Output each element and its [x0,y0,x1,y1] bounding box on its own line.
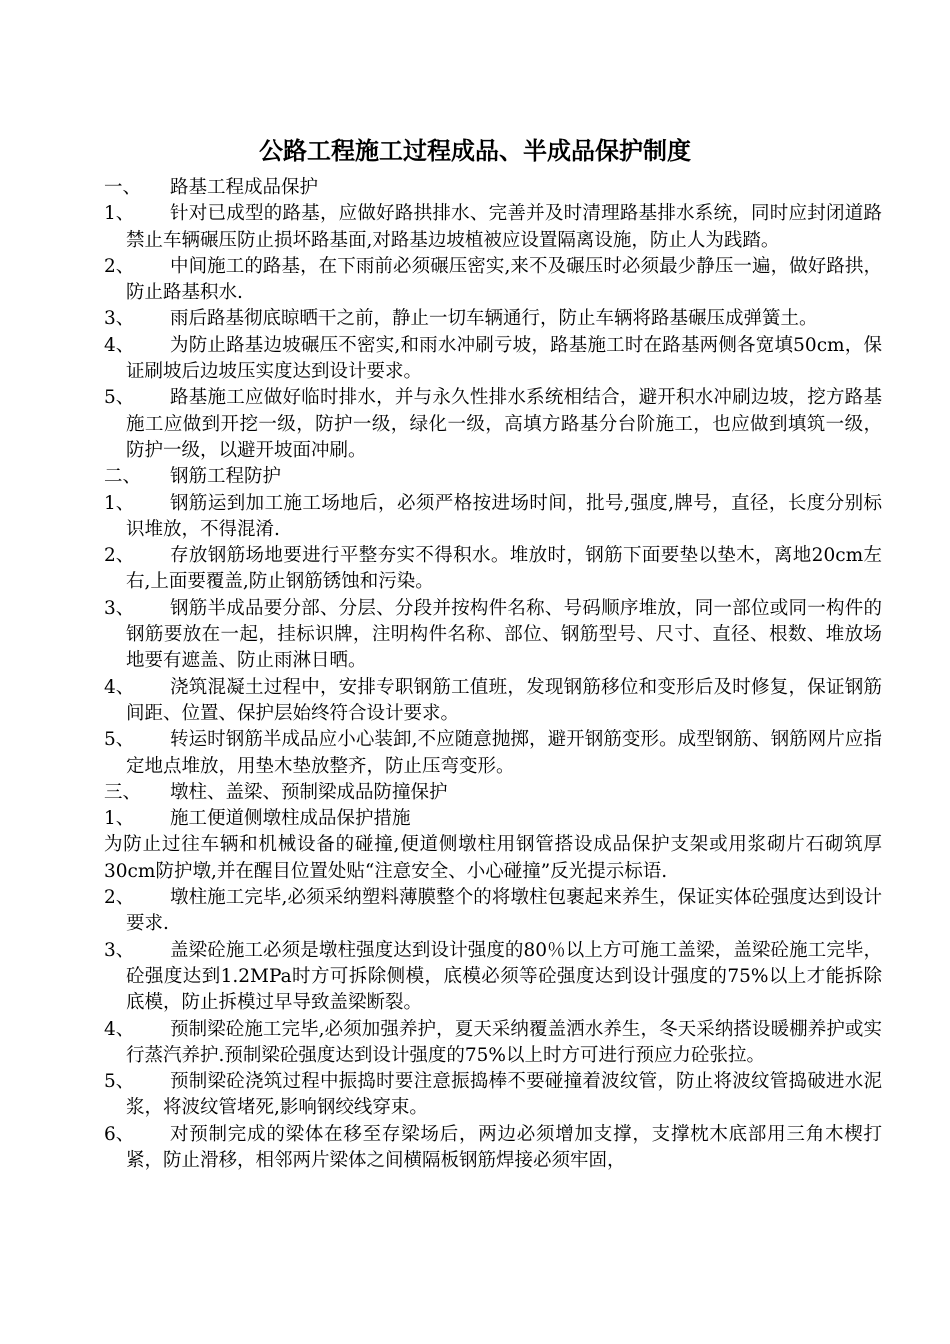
section-title: 钢筋工程防护 [170,466,282,488]
list-item [104,333,882,386]
document-body [104,175,882,1174]
section-heading [104,780,882,806]
section-number: 二、 [104,466,142,488]
item-number: 4、 [104,334,135,356]
list-item [104,727,882,780]
item-number: 1、 [104,808,135,830]
item-text: 对预制完成的梁体在移至存梁场后，两边必须增加支撑，支撑枕木底部用三角木楔打紧，防止滑移，相邻两片梁体之间横隔板钢筋焊接必须牢固， [126,1123,882,1171]
item-number: 5、 [104,387,135,409]
section-number: 三、 [104,781,142,803]
item-text: 钢筋半成品要分部、分层、分段并按构件名称、号码顺序堆放，同一部位或同一构件的钢筋要放在一起，挂标识牌，注明构件名称、部位、钢筋型号、尺寸、直径、根数、堆放场地要有遮盖、防止雨淋日晒。 [126,597,882,672]
item-number: 3、 [104,308,135,330]
list-item [104,543,882,596]
list-item [104,1017,882,1070]
item-text: 预制梁砼施工完毕,必须加强养护，夏天采纳覆盖洒水养生，冬天采纳搭设暖棚养护或实行蒸汽养护.预制梁砼强度达到设计强度的75%以上时方可进行预应力砼张拉。 [126,1018,882,1066]
list-item [104,201,882,254]
section-number: 一、 [104,177,142,198]
list-item [104,938,882,1017]
item-number: 3、 [104,939,135,961]
item-number: 4、 [104,1018,135,1040]
section-heading [104,175,882,201]
item-number: 4、 [104,676,135,698]
item-number: 1、 [104,492,135,514]
item-text: 雨后路基彻底晾晒干之前，静止一切车辆通行，防止车辆将路基碾压成弹簧土。 [170,308,818,330]
list-item [104,675,882,728]
list-item [104,1069,882,1122]
item-text: 为防止路基边坡碾压不密实,和雨水冲刷亏坡，路基施工时在路基两侧各宽填50cm，保证刷坡后边坡压实度达到设计要求。 [126,334,882,383]
item-number: 1、 [104,203,135,225]
paragraph: 为防止过往车辆和机械设备的碰撞,便道侧墩柱用钢管搭设成品保护支架或用浆砌片石砌筑厚30cm防护墩,并在醒目位置处贴“注意安全、小心碰撞”反光提示标语. [104,834,882,882]
item-text: 预制梁砼浇筑过程中振捣时要注意振捣棒不要碰撞着波纹管，防止将波纹管捣破进水泥浆，将波纹管堵死,影响钢绞线穿束。 [126,1071,882,1119]
item-text: 钢筋运到加工施工场地后，必须严格按进场时间，批号,强度,牌号，直径，长度分别标识堆放，不得混淆. [126,492,882,540]
list-item [104,1122,882,1175]
item-text: 施工便道侧墩柱成品保护措施 [170,808,411,830]
item-text: 转运时钢筋半成品应小心装卸,不应随意抛掷，避开钢筋变形。成型钢筋、钢筋网片应指定地点堆放，用垫木垫放整齐，防止压弯变形。 [126,729,882,777]
item-text: 浇筑混凝土过程中，安排专职钢筋工值班，发现钢筋移位和变形后及时修复，保证钢筋间距、位置、保护层始终符合设计要求。 [126,676,882,724]
item-text: 针对已成型的路基，应做好路拱排水、完善并及时清理路基排水系统，同时应封闭道路禁止车辆碾压防止损坏路基面,对路基边坡植被应设置隔离设施，防止人为践踏。 [126,203,882,251]
item-text: 墩柱施工完毕,必须采纳塑料薄膜整个的将墩柱包裹起来养生，保证实体砼强度达到设计要求. [126,887,882,935]
item-text: 中间施工的路基，在下雨前必须碾压密实,来不及碾压时必须最少静压一遍，做好路拱，防止路基积水. [126,255,882,304]
list-item [104,385,882,464]
list-item [104,885,882,938]
item-number: 2、 [104,887,135,909]
item-number: 6、 [104,1123,135,1145]
item-text: 盖梁砼施工必须是墩柱强度达到设计强度的80％以上方可施工盖梁，盖梁砼施工完毕，砼强度达到1.2MPa时方可拆除侧模，底模必须等砼强度达到设计强度的75%以上才能拆除底模，防止拆模过早导致盖梁断裂。 [126,939,882,1014]
list-item [104,306,882,332]
list-item [0,806,882,832]
item-text: 路基施工应做好临时排水，并与永久性排水系统相结合，避开积水冲刷边坡，挖方路基施工应做到开挖一级，防护一级，绿化一级，高填方路基分台阶施工，也应做到填筑一级，防护一级，以避开坡面冲刷。 [126,387,882,461]
item-number: 5、 [104,1071,135,1093]
item-number: 5、 [104,729,135,751]
list-item [104,254,882,307]
item-text: 存放钢筋场地要进行平整夯实不得积水。堆放时，钢筋下面要垫以垫木，离地20cm左右,上面要覆盖,防止钢筋锈蚀和污染。 [126,545,882,593]
section-title: 路基工程成品保护 [170,177,319,198]
item-number: 3、 [104,597,135,619]
item-number: 2、 [104,545,135,567]
document-title: 公路工程施工过程成品、半成品保护制度 [259,136,691,165]
list-item [104,491,882,544]
section-heading [104,464,882,490]
list-item [104,596,882,675]
section-title: 墩柱、盖梁、预制梁成品防撞保护 [170,781,448,803]
item-number: 2、 [104,255,135,277]
